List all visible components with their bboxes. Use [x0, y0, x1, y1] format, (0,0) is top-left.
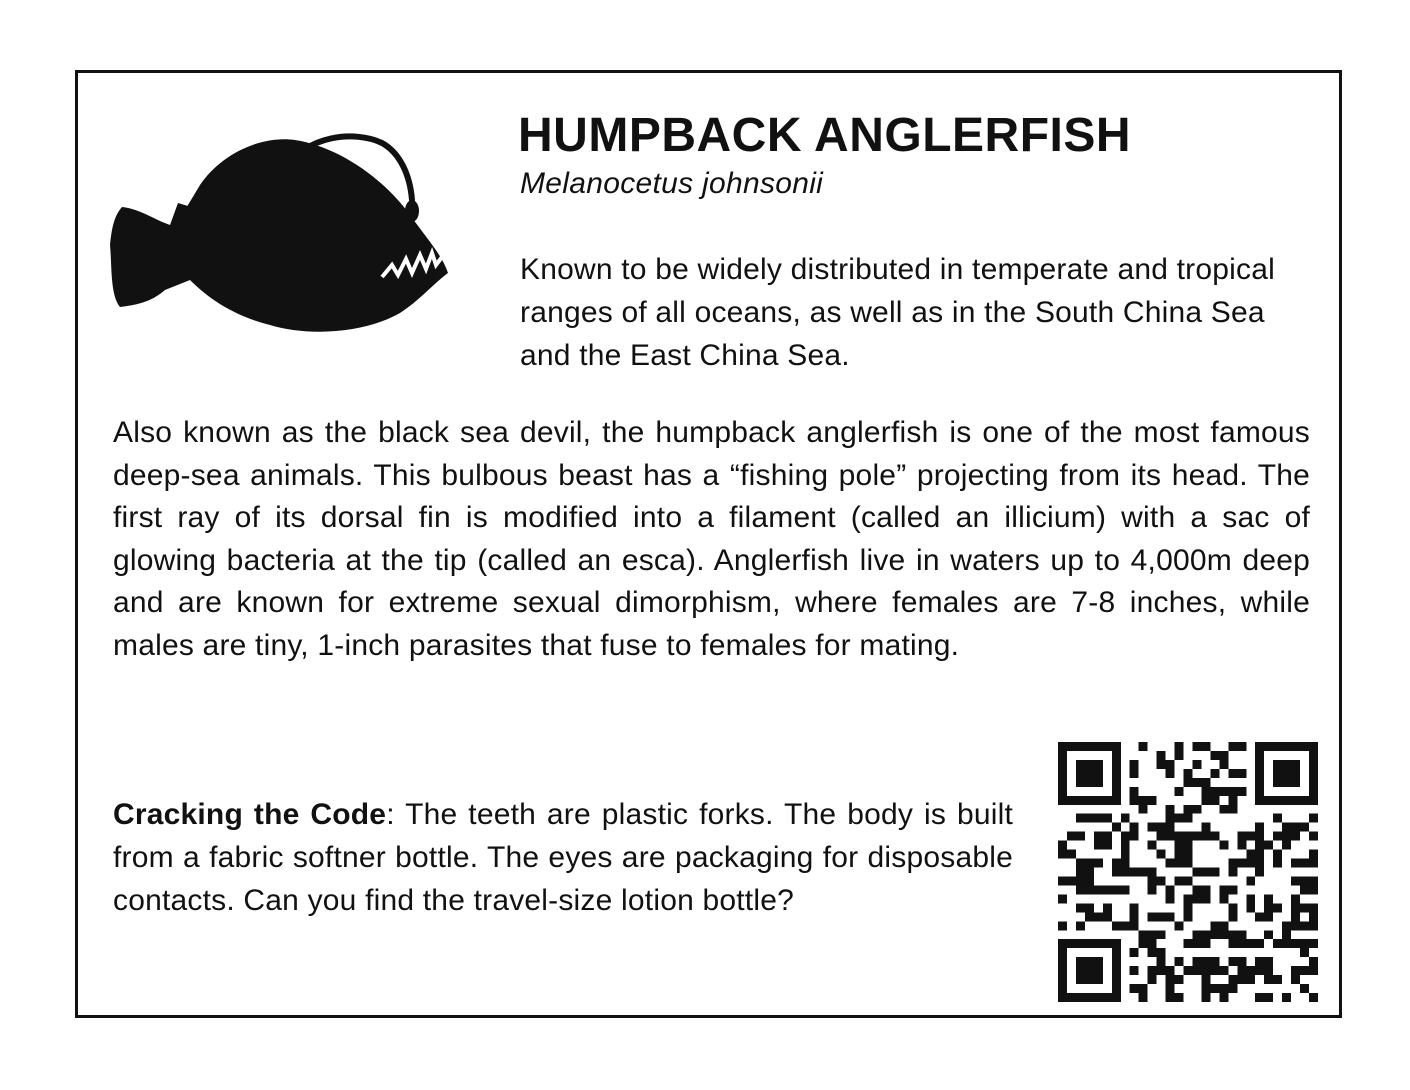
scientific-name: Melanocetus johnsonii [520, 167, 824, 200]
anglerfish-silhouette-icon [110, 125, 470, 340]
cracking-the-code [113, 793, 1013, 922]
cracking-the-code-label: Cracking the Code [113, 798, 387, 831]
page-title: HUMPBACK ANGLERFISH [518, 109, 1132, 162]
qr-code-icon[interactable] [1058, 742, 1318, 1002]
range-description: Known to be widely distributed in temperate and tropical ranges of all oceans, as well as in the South China Sea and the East China Sea. [520, 253, 1275, 372]
species-description: Also known as the black sea devil, the humpback anglerfish is one of the most famous deep-sea animals. This bulbous beast has a “fishing pole” projecting from its head. The first ray of its dorsal fin is modified into a filament (called an illicium) with a sac of glowing bacteria at the tip (called an esca). Anglerfish live in waters up to 4,000m deep and are known for extreme sexual dimorphism, where females are 7-8 inches, while males are tiny, 1-inch parasites that fuse to females for mating. [113, 416, 1310, 662]
cracking-the-code-text: : The teeth are plastic forks. The body is built from a fabric softner bottle. The eyes are packaging for disposable contacts. Can you find the travel-size lotion bottle? [113, 798, 1013, 917]
